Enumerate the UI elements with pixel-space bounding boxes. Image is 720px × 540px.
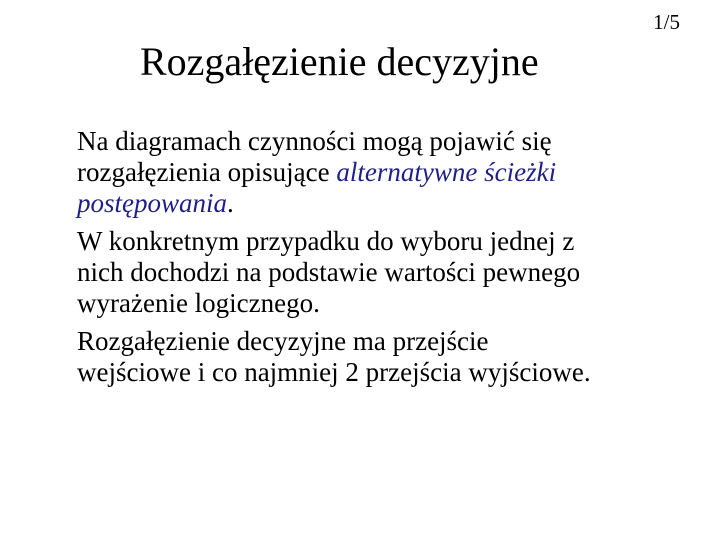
slide-title: Rozgałęzienie decyzyjne: [140, 39, 539, 84]
paragraph-2: [77, 226, 707, 319]
text-segment: rozgałęzienia opisujące: [77, 157, 337, 187]
paragraph-1: [77, 126, 707, 219]
paragraph-3-line-1: Rozgałęzienie decyzyjne ma przejście: [77, 326, 489, 356]
paragraph-1-line-2: [77, 157, 707, 188]
paragraph-1-line-3: [77, 188, 707, 219]
text-segment: .: [227, 188, 234, 218]
paragraph-2-line-1: W konkretnym przypadku do wyboru jednej z: [77, 226, 575, 256]
page-number: 1/5: [653, 10, 680, 34]
paragraph-2-line-3: wyrażenie logicznego.: [77, 288, 320, 318]
slide-body: [77, 126, 707, 395]
paragraph-2-line-2: nich dochodzi na podstawie wartości pewnego: [77, 257, 581, 287]
emphasized-term: alternatywne ścieżki: [336, 157, 557, 187]
paragraph-3-line-2: wejściowe i co najmniej 2 przejścia wyjściowe.: [77, 357, 591, 387]
paragraph-1-line-1: Na diagramach czynności mogą pojawić się: [77, 126, 552, 156]
paragraph-3: [77, 326, 707, 388]
emphasized-term: postępowania: [77, 188, 228, 218]
